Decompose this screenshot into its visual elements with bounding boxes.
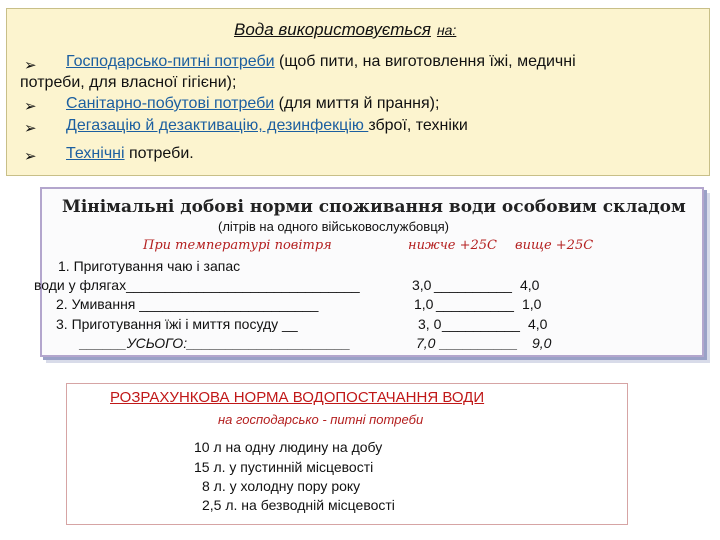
norm-row-3-value-below: 3, 0 — [418, 316, 442, 332]
norm-row-3-value-above: 4,0 — [528, 316, 548, 332]
norm-row-3-separator: __________ — [442, 316, 520, 332]
usage-item-4-text: потреби. — [124, 145, 194, 162]
usage-item-1-keyword: Господарсько-питні потреби — [66, 53, 275, 70]
supply-norm-subtitle: на господарсько - питні потреби — [218, 412, 424, 427]
norm-row-1-label: 1. Приготування чаю і запас — [58, 258, 241, 274]
usage-item-2 — [66, 94, 439, 114]
norm-row-2-value-above: 1,0 — [522, 296, 542, 312]
supply-norm-line-4: 2,5 л. на безводній місцевості — [202, 497, 395, 513]
column-above-25: вище +25С — [515, 238, 594, 253]
usage-item-4 — [66, 144, 194, 164]
column-below-25: нижче +25С — [408, 238, 498, 253]
water-usage-title — [234, 20, 456, 40]
arrow-bullet-icon: ➢ — [24, 120, 37, 137]
usage-item-1 — [66, 52, 576, 72]
norm-row-1-separator: __________ — [434, 277, 512, 293]
norms-subtitle: (літрів на одного військовослужбовця) — [218, 219, 450, 234]
norm-row-2-label: 2. Умивання _______________________ — [56, 296, 319, 312]
arrow-bullet-icon: ➢ — [24, 98, 37, 115]
norm-total-value-below: 7,0 — [416, 335, 436, 351]
supply-norm-line-1: 10 л на одну людину на добу — [194, 439, 383, 455]
norm-total-value-above: 9,0 — [532, 335, 552, 351]
norm-row-1-value-above: 4,0 — [520, 277, 540, 293]
supply-norm-line-3: 8 л. у холодну пору року — [202, 478, 361, 494]
norm-row-1-label-cont: води у флягах______________________________ — [34, 277, 360, 293]
usage-item-3 — [66, 116, 468, 136]
norm-row-1-value-below: 3,0 — [412, 277, 432, 293]
norm-row-3-label: 3. Приготування їжі і миття посуду __ — [56, 316, 298, 332]
arrow-bullet-icon: ➢ — [24, 148, 37, 165]
usage-item-2-text: (для миття й прання); — [274, 95, 440, 112]
norm-total-label: ______УСЬОГО:_____________________ — [80, 335, 351, 351]
norm-row-2-value-below: 1,0 — [414, 296, 434, 312]
usage-item-3-keyword: Дегазацію й дезактивацію, дезинфекцію — [66, 117, 369, 134]
water-usage-title-suffix: на: — [436, 22, 457, 38]
norms-title: Мінімальні добові норми споживання води особовим складом — [62, 197, 686, 217]
usage-item-4-keyword: Технічні — [66, 145, 125, 162]
usage-item-1-text: (щоб пити, на виготовлення їжі, медичні — [274, 53, 576, 70]
usage-item-2-keyword: Санітарно-побутові потреби — [66, 95, 275, 112]
norm-total-separator: __________ — [440, 335, 518, 351]
supply-norm-line-2: 15 л. у пустинній місцевості — [194, 459, 374, 475]
arrow-bullet-icon: ➢ — [24, 57, 37, 74]
usage-item-3-text: зброї, техніки — [368, 117, 468, 134]
norm-row-2-separator: __________ — [436, 296, 514, 312]
usage-item-1-continuation: потреби, для власної гігієни); — [20, 74, 237, 91]
temperature-label: При температурі повітря — [143, 238, 332, 253]
water-usage-title-text: Вода використовується — [234, 20, 431, 39]
supply-norm-title: РОЗРАХУНКОВА НОРМА ВОДОПОСТАЧАННЯ ВОДИ — [110, 389, 485, 406]
